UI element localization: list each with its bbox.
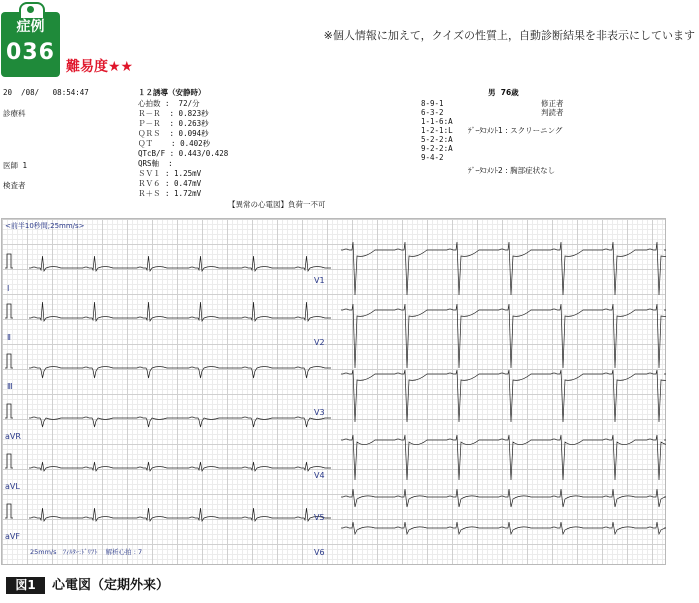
code: 1-2-1:L bbox=[421, 126, 453, 135]
ecg-top-note: <前半10秒間;25mm/s> bbox=[5, 222, 85, 230]
figure-title: 心電図（定期外来） bbox=[52, 578, 170, 593]
ecg-footer: 25mm/s ﾌｨﾙﾀｰ:ﾄﾞﾘﾌﾄ 解析心拍 : 7 bbox=[30, 548, 143, 556]
calibration-pulse-1 bbox=[5, 304, 13, 318]
calibration-pulse-3 bbox=[5, 404, 13, 418]
chest-trace-4 bbox=[341, 489, 666, 507]
lead-label-iii: Ⅲ bbox=[7, 382, 13, 391]
privacy-note: ※個人情報に加えて，クイズの性質上，自動診断結果を非表示にしています bbox=[323, 29, 695, 42]
measurement: QRS軸 : bbox=[138, 159, 173, 168]
lead-label-v3: V3 bbox=[314, 408, 325, 417]
chest-trace-2 bbox=[341, 370, 666, 422]
report-datetime: 20 /08/ 08:54:47 bbox=[3, 88, 89, 97]
lead-label-v5: V5 bbox=[314, 513, 325, 522]
lead-label-avl: aVL bbox=[5, 482, 20, 491]
chest-trace-5 bbox=[341, 522, 666, 534]
lead-label-v4: V4 bbox=[314, 471, 325, 480]
measurement: ＲＶ６ : 0.47mV bbox=[138, 179, 202, 188]
chest-trace-3 bbox=[341, 435, 666, 480]
calibration-pulse-0 bbox=[5, 254, 13, 268]
ecg-chart bbox=[1, 218, 666, 565]
figure-number: 図1 bbox=[6, 577, 45, 594]
report-inspector: 検査者 bbox=[3, 181, 26, 190]
limb-trace-0 bbox=[29, 256, 331, 271]
code: 1-1-6:A bbox=[421, 117, 453, 126]
measurement: ＱＴ : 0.402秒 bbox=[138, 139, 211, 148]
measurement: Ｒ＋Ｓ : 1.72mV bbox=[138, 189, 202, 198]
clipboard-dot bbox=[27, 6, 34, 13]
measurement: QTcB/F : 0.443/0.428 bbox=[138, 149, 229, 158]
patient-info: 男 76歳 bbox=[488, 88, 519, 97]
code: 9-4-2 bbox=[421, 153, 444, 162]
limb-trace-3 bbox=[29, 417, 331, 427]
case-label: 症例 bbox=[16, 19, 45, 35]
report-doctor: 医師 1 bbox=[3, 161, 28, 170]
limb-trace-2 bbox=[29, 367, 331, 379]
measurement: Ｒ－Ｒ : 0.823秒 bbox=[138, 109, 209, 118]
chest-trace-1 bbox=[341, 304, 666, 368]
code: 5-2-2:A bbox=[421, 135, 453, 144]
lead-label-avf: aVF bbox=[5, 532, 20, 541]
measurement: ＱＲＳ : 0.094秒 bbox=[138, 129, 209, 138]
report-title: １２誘導（安静時） bbox=[138, 88, 206, 97]
case-number: 036 bbox=[6, 40, 55, 65]
calibration-pulse-5 bbox=[5, 504, 13, 518]
lead-label-avr: aVR bbox=[5, 432, 21, 441]
measurement: Ｐ－Ｒ : 0.263秒 bbox=[138, 119, 209, 128]
editor-label: 修正者 bbox=[541, 99, 564, 108]
limb-trace-4 bbox=[29, 462, 331, 471]
lead-label-v1: V1 bbox=[314, 276, 325, 285]
code: 6-3-2 bbox=[421, 108, 444, 117]
lead-label-i: I bbox=[7, 284, 10, 293]
report-summary: 【異常の心電図】負荷一不可 bbox=[228, 200, 326, 209]
calibration-pulse-2 bbox=[5, 354, 13, 368]
calibration-pulse-4 bbox=[5, 454, 13, 468]
case-badge bbox=[1, 0, 60, 77]
chest-trace-0 bbox=[341, 242, 666, 295]
measurement: 心拍数 : 72/分 bbox=[138, 99, 200, 108]
lead-label-v6: V6 bbox=[314, 548, 325, 557]
data-comment-1: ﾃﾞｰﾀｺﾒﾝﾄ1 : スクリーニング bbox=[468, 126, 563, 135]
code: 9-2-2:A bbox=[421, 144, 453, 153]
data-comment-2: ﾃﾞｰﾀｺﾒﾝﾄ2 : 胸部症状なし bbox=[468, 166, 556, 175]
lead-label-v2: V2 bbox=[314, 338, 325, 347]
judge-label: 判読者 bbox=[541, 108, 564, 117]
code: 8-9-1 bbox=[421, 99, 444, 108]
report-dept: 診療科 bbox=[3, 109, 26, 118]
ecg-traces bbox=[1, 218, 666, 565]
measurement: ＳＶ１ : 1.25mV bbox=[138, 169, 202, 178]
difficulty-rating: 難易度★★ bbox=[66, 59, 134, 75]
limb-trace-1 bbox=[29, 302, 331, 321]
limb-trace-5 bbox=[29, 508, 331, 521]
lead-label-ii: Ⅱ bbox=[7, 333, 11, 342]
